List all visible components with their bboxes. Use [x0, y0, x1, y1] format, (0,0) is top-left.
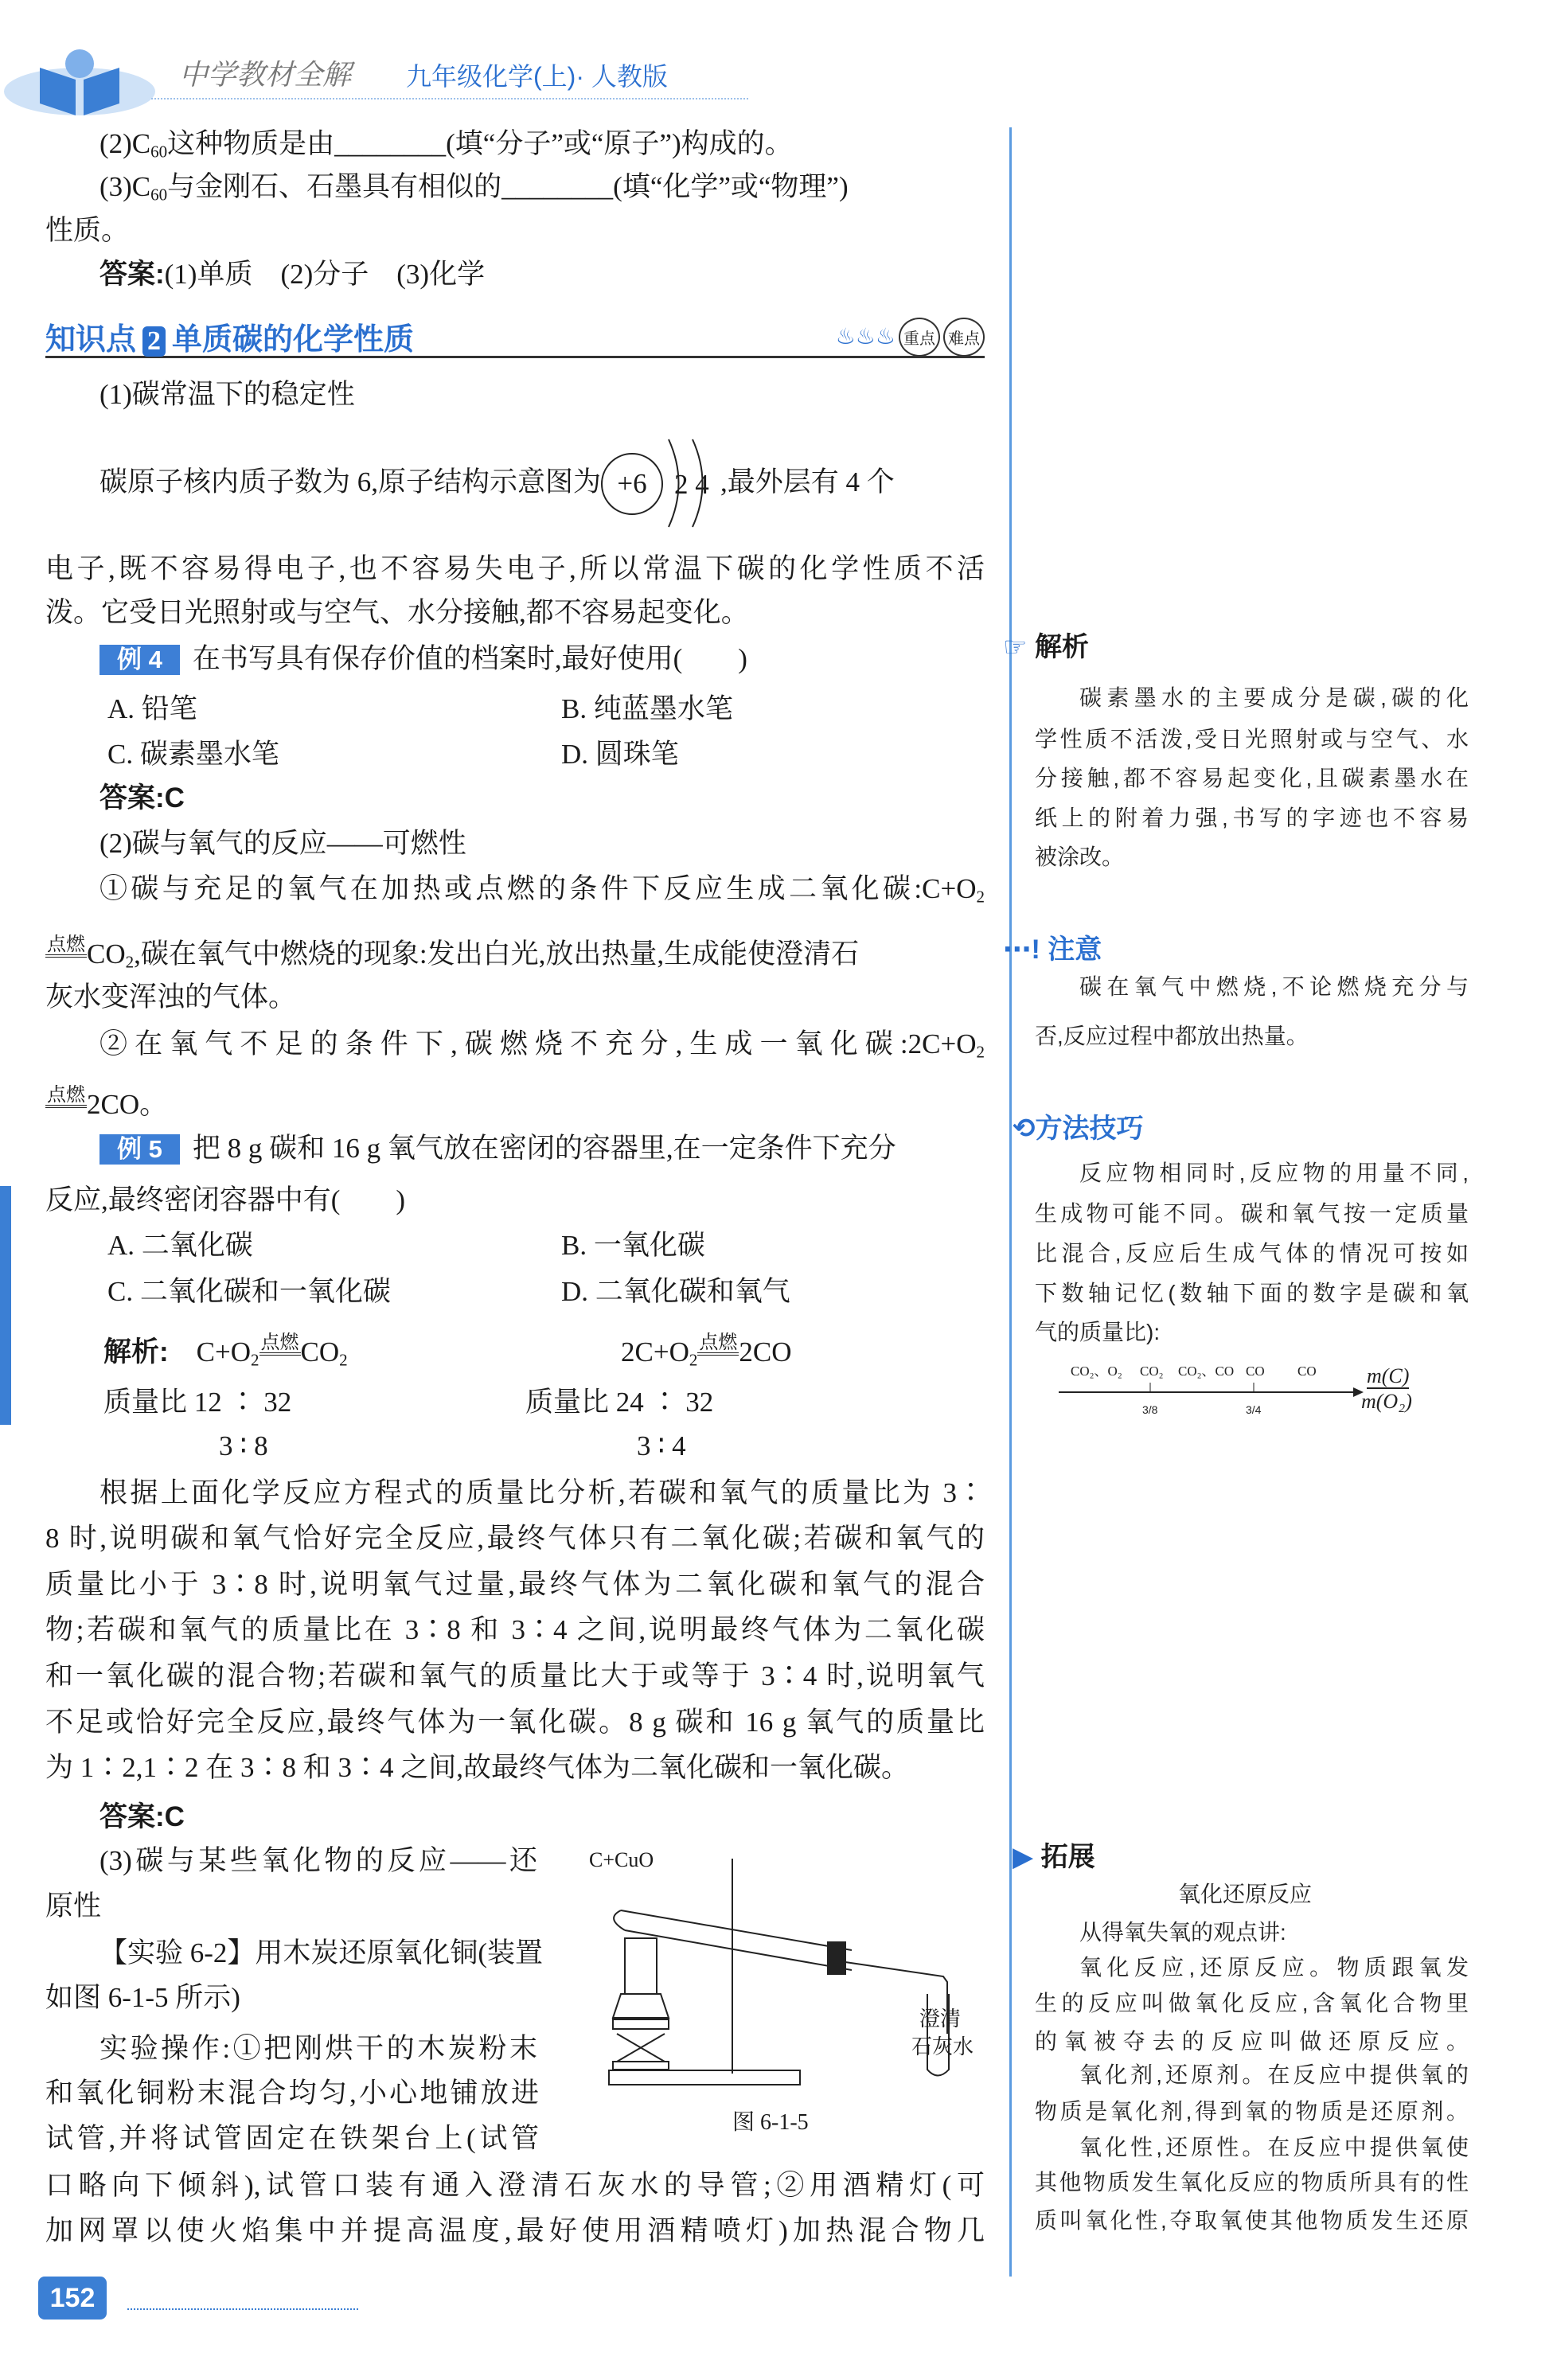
badge-difficult: 难点 — [943, 318, 985, 357]
answer-1: 答案:(1)单质 (2)分子 (3)化学 — [100, 259, 486, 290]
question-3-cont: 性质。 — [45, 215, 130, 246]
note-heading: ‧‧‧! 注意 — [1003, 934, 1102, 965]
paragraph-line: 氧化性,还原性。在反应中提供氧使 — [1079, 2135, 1469, 2160]
simplified-ratio-2: 3 ∶ 4 — [637, 1430, 686, 1461]
paragraph-line: 气的质量比): — [1035, 1320, 1161, 1344]
option-c: C. 碳素墨水笔 — [107, 739, 279, 770]
section-heading: 知识点 2 单质碳的化学性质 ♨♨♨ 重点 难点 — [45, 314, 985, 358]
limewater-label: 澄清 — [919, 2007, 962, 2031]
paragraph-line: 和一氧化碳的混合物;若碳和氧气的质量比大于或等于 3∶4 时,说明氧气 — [45, 1660, 985, 1691]
play-icon: ▶ — [1013, 1842, 1034, 1872]
paragraph-line: 根据上面化学反应方程式的质量比分析,若碳和氧气的质量比为 3∶ — [100, 1477, 985, 1508]
header-divider — [151, 98, 748, 99]
atom-structure-diagram: +6 2 4 — [601, 467, 720, 502]
paragraph-line: 实验操作:①把刚烘干的木炭粉末 — [100, 2033, 537, 2064]
option-a: A. 二氧化碳 — [107, 1230, 253, 1261]
badge-key-point: 重点 — [899, 318, 940, 357]
subsection-1-title: (1)碳常温下的稳定性 — [100, 379, 355, 410]
page-number: 152 — [38, 2277, 107, 2320]
limewater-label: 石灰水 — [911, 2035, 974, 2058]
figure-6-1-5 — [589, 1843, 987, 2145]
paragraph-line: 其他物质发生氧化反应的物质所具有的性 — [1035, 2170, 1469, 2195]
paragraph-line: 泼。它受日光照射或与空气、水分接触,都不容易起变化。 — [45, 597, 749, 628]
extension-subtitle: 氧化还原反应 — [1178, 1882, 1313, 1906]
book-subtitle: 九年级化学(上)· 人教版 — [406, 62, 668, 91]
paragraph-line: 反应,最终密闭容器中有( ) — [45, 1184, 406, 1215]
paragraph-line: 口略向下倾斜),试管口装有通入澄清石灰水的导管;②用酒精灯(可 — [45, 2170, 985, 2201]
equation-1: 解析: $C+O_2$点燃$CO_2$ — [103, 1332, 348, 1370]
paragraph-line: 电子,既不容易得电子,也不容易失电子,所以常温下碳的化学性质不活 — [45, 553, 985, 584]
flame-icon: ♨♨♨ — [835, 325, 896, 349]
paragraph-line: 不足或恰好完全反应,最终气体为一氧化碳。8 g 碳和 16 g 氧气的质量比 — [45, 1707, 985, 1738]
section-number: 2 — [142, 326, 166, 357]
paragraph-line: 质叫氧化性,夺取氧使其他物质发生还原 — [1035, 2208, 1469, 2233]
option-a: A. 铅笔 — [107, 693, 197, 724]
example-5: 例 5 把 8 g 碳和 16 g 氧气放在密闭的容器里,在一定条件下充分 — [100, 1131, 896, 1166]
paragraph-line: 如图 6-1-5 所示) — [45, 1982, 240, 2013]
paragraph-line: (3)碳与某些氧化物的反应——还 — [100, 1845, 537, 1876]
paragraph-line: 原性 — [45, 1890, 102, 1922]
paragraph-line: 生成物可能不同。碳和氧气按一定质量 — [1035, 1201, 1469, 1226]
pointing-hand-icon: ☞ — [1003, 632, 1028, 662]
answer-ex5: 答案:C — [100, 1801, 185, 1832]
question-2: $(2)C_{60}$这种物质是由________(填“分子”或“原子”)构成的。 — [100, 128, 793, 162]
question-3: $(3)C_{60}$与金刚石、石墨具有相似的________(填“化学”或“物理”) — [100, 171, 849, 205]
exclamation-icon: ‧‧‧! — [1003, 934, 1040, 965]
paragraph-line: 和氧化铜粉末混合均匀,小心地铺放进 — [45, 2078, 539, 2109]
paragraph-line: 【实验 6-2】用木炭还原氧化铜(装置 — [100, 1937, 544, 1968]
mass-ratio-2: 质量比 24 ∶ 32 — [525, 1387, 714, 1418]
paragraph-line: 试管,并将试管固定在铁架台上(试管 — [45, 2123, 539, 2154]
footer-line — [127, 2308, 358, 2310]
edge-tab — [0, 1186, 11, 1425]
answer-ex4: 答案:C — [100, 782, 185, 813]
paragraph-line: 物质是氧化剂,得到氧的物质是还原剂。 — [1035, 2099, 1469, 2124]
paragraph-line: 质量比小于 3∶8 时,说明氧气过量,最终气体为二氧化碳和氧气的混合 — [45, 1569, 985, 1600]
column-divider — [1009, 127, 1012, 2277]
paragraph-line: 碳素墨水的主要成分是碳,碳的化 — [1079, 685, 1469, 710]
paragraph-line: 为 1∶2,1∶2 在 3∶8 和 3∶4 之间,故最终气体为二氧化碳和一氧化碳。 — [45, 1752, 910, 1783]
example-tag: 例 5 — [100, 1134, 180, 1165]
option-c: C. 二氧化碳和一氧化碳 — [107, 1276, 391, 1307]
paragraph-line: 从得氧失氧的观点讲: — [1079, 1920, 1286, 1945]
option-b: B. 纯蓝墨水笔 — [561, 693, 733, 724]
example-4: 例 4 在书写具有保存价值的档案时,最好使用( ) — [100, 642, 747, 677]
paragraph-line: 碳在氧气中燃烧,不论燃烧充分与 — [1079, 974, 1469, 999]
paragraph-line: 加网罩以使火焰集中并提高温度,最好使用酒精喷灯)加热混合物几 — [45, 2215, 985, 2246]
paragraph-line: 灰水变浑浊的气体。 — [45, 981, 297, 1012]
paragraph-line: 氧化反应,还原反应。物质跟氧发 — [1079, 1955, 1469, 1980]
paragraph-line: 8 时,说明碳和氧气恰好完全反应,最终气体只有二氧化碳;若碳和氧气的 — [45, 1523, 985, 1554]
figure-caption: 图 6-1-5 — [732, 2110, 809, 2135]
paragraph-line: 的氧被夺去的反应叫做还原反应。 — [1035, 2029, 1469, 2054]
paragraph-line: 否,反应过程中都放出热量。 — [1035, 1024, 1309, 1048]
method-heading: ⟲方法技巧 — [1013, 1114, 1144, 1144]
paragraph-line: 下数轴记忆(数轴下面的数字是碳和氧 — [1035, 1281, 1469, 1305]
number-line-diagram: CO₂、O₂ CO₂ CO₂、CO CO CO 3/8 3/4 m(C) m(O₂) — [1071, 1364, 1412, 1416]
paragraph-line: 点燃$CO_2$,碳在氧气中燃烧的现象:发出白光,放出热量,生成能使澄清石 — [47, 934, 860, 972]
badges — [836, 318, 985, 357]
paragraph-line: ②在氧气不足的条件下,碳燃烧不充分,生成一氧化碳$:2C+O_2$ — [100, 1028, 985, 1062]
paragraph-line: 比混合,反应后生成气体的情况可按如 — [1035, 1241, 1469, 1266]
option-d: D. 圆珠笔 — [561, 739, 679, 770]
paragraph-line: 纸上的附着力强,书写的字迹也不容易 — [1035, 806, 1469, 830]
atom-line: 碳原子核内质子数为 6,原子结构示意图为 +6 2 4 ,最外层有 4 个 — [100, 465, 895, 502]
extension-heading: ▶ 拓展 — [1013, 1842, 1095, 1872]
equation-2: $2C+O_2$点燃2CO — [621, 1332, 792, 1370]
paragraph-line: ①碳与充足的氧气在加热或点燃的条件下反应生成二氧化碳$:C+O_2$ — [100, 873, 985, 907]
paragraph-line: 分接触,都不容易起变化,且碳素墨水在 — [1035, 766, 1469, 790]
book-mascot-logo — [0, 36, 159, 123]
example-tag: 例 4 — [100, 645, 180, 675]
section-title: 单质碳的化学性质 — [172, 323, 415, 357]
subsection-2-title: (2)碳与氧气的反应——可燃性 — [100, 828, 466, 859]
reagent-label: C+CuO — [589, 1848, 654, 1871]
option-b: B. 一氧化碳 — [561, 1230, 705, 1261]
mass-ratio-1: 质量比 12 ∶ 32 — [103, 1387, 292, 1418]
paragraph-line: 学性质不活泼,受日光照射或与空气、水 — [1035, 727, 1469, 751]
paragraph-line: 点燃2CO。 — [47, 1085, 168, 1120]
paragraph-line: 氧化剂,还原剂。在反应中提供氧的 — [1079, 2062, 1469, 2087]
option-d: D. 二氧化碳和氧气 — [561, 1276, 790, 1307]
simplified-ratio-1: 3 ∶ 8 — [219, 1430, 268, 1461]
paragraph-line: 反应物相同时,反应物的用量不同, — [1079, 1161, 1469, 1185]
paragraph-line: 物;若碳和氧气的质量比在 3∶8 和 3∶4 之间,说明最终气体为二氧化碳 — [45, 1614, 985, 1645]
paragraph-line: 生的反应叫做氧化反应,含氧化合物里 — [1035, 1991, 1469, 2015]
book-title: 中学教材全解 — [179, 58, 352, 91]
swoosh-icon: ⟲ — [1013, 1114, 1036, 1144]
paragraph-line: 被涂改。 — [1035, 845, 1125, 869]
analysis-heading: ☞ 解析 — [1003, 632, 1089, 662]
